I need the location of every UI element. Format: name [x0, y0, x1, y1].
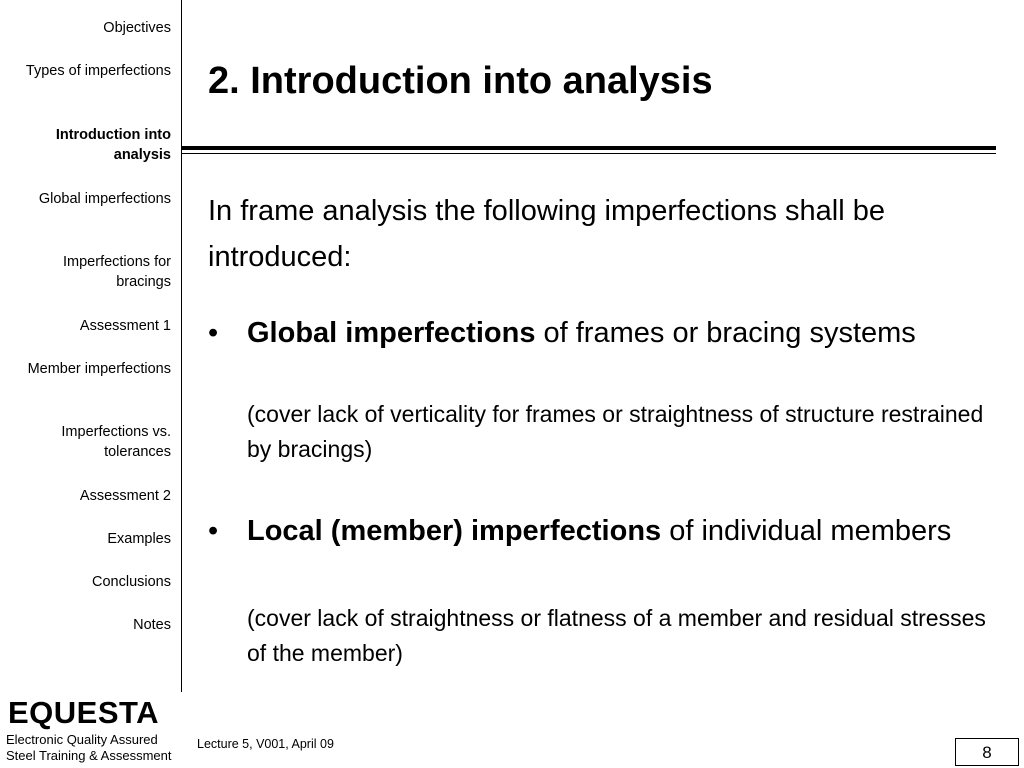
sidebar-item-objectives[interactable]: Objectives	[103, 20, 171, 36]
bullet-note-local: (cover lack of straightness or flatness of a member and residual stresses of the member)	[247, 605, 986, 666]
logo-tagline-2: Steel Training & Assessment	[6, 748, 172, 763]
sidebar-item-introduction-into-analysis[interactable]: Introduction into analysis	[55, 127, 171, 163]
bullet-note-global: (cover lack of verticality for frames or straightness of structure restrained by bracings)	[247, 401, 984, 462]
bullet-glyph: •	[208, 515, 219, 547]
sidebar-item-imperfections-vs-tolerances[interactable]: Imperfections vs. tolerances	[61, 424, 171, 460]
bullet-rest: of frames or bracing systems	[535, 317, 916, 349]
bullet-bold-term: Local (member) imperfections	[247, 515, 662, 547]
sidebar-nav	[0, 0, 182, 692]
intro-paragraph: In frame analysis the following imperfections shall be introduced:	[208, 195, 885, 273]
sidebar-item-examples[interactable]: Examples	[107, 531, 171, 547]
logo-tagline-1: Electronic Quality Assured	[6, 732, 158, 747]
sidebar-item-types-of-imperfections[interactable]: Types of imperfections	[25, 63, 171, 79]
bullet-rest: of individual members	[661, 515, 952, 547]
bullet-glyph: •	[208, 317, 219, 349]
title-divider-thick	[181, 146, 996, 150]
sidebar-item-global-imperfections[interactable]: Global imperfections	[38, 191, 171, 207]
logo-wordmark: EQUESTA	[8, 695, 160, 730]
sidebar-item-assessment-1[interactable]: Assessment 1	[79, 318, 171, 334]
equesta-logo	[6, 695, 178, 765]
bullet-text	[247, 313, 967, 354]
sidebar-item-notes[interactable]: Notes	[133, 617, 171, 633]
sidebar-item-imperfections-for-bracings[interactable]: Imperfections for bracings	[63, 254, 171, 290]
sidebar-item-assessment-2[interactable]: Assessment 2	[79, 488, 171, 504]
slide-title: 2. Introduction into analysis	[208, 60, 713, 102]
title-divider-thin	[181, 153, 996, 154]
sidebar-item-member-imperfections[interactable]: Member imperfections	[27, 361, 171, 377]
page-number: 8	[955, 738, 1019, 766]
sidebar-item-conclusions[interactable]: Conclusions	[92, 574, 171, 590]
footer-lecture-info: Lecture 5, V001, April 09	[197, 737, 334, 751]
bullet-text	[247, 511, 967, 552]
bullet-bold-term: Global imperfections	[247, 317, 536, 349]
